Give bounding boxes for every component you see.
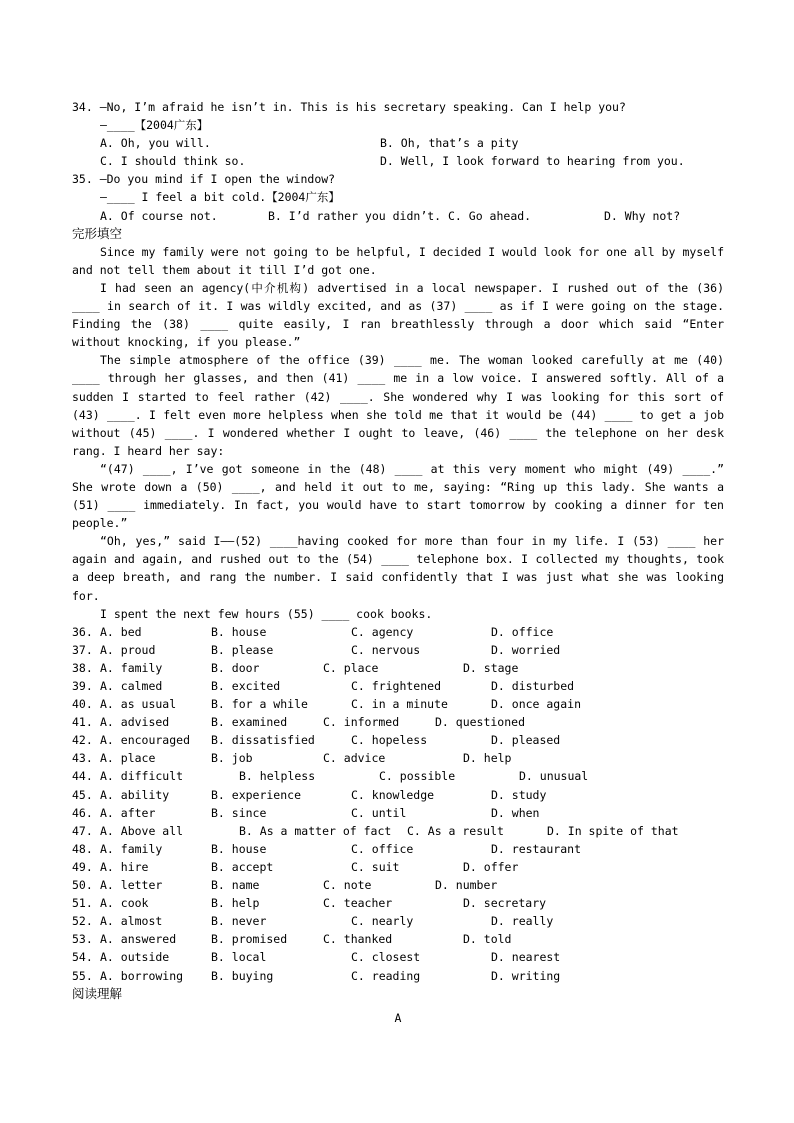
option-row-50 [72,876,724,894]
option-c: C. agency [351,624,414,639]
question-34-options-row1 [72,134,724,152]
option-number: 45. [72,787,93,802]
option-a: A. family [100,841,163,856]
option-row-55 [72,967,724,985]
option-row-52 [72,912,724,930]
option-c: C. thanked [323,932,393,947]
option-number: 51. [72,896,93,911]
option-b: B. examined [211,715,288,730]
option-number: 38. [72,660,93,675]
option-row-44 [72,767,724,785]
option-d: D. unusual [519,769,589,784]
exam-page [72,98,724,1027]
option-number: 44. [72,769,93,784]
option-d: D. secretary [463,896,547,911]
option-d: D. nearest [491,950,561,965]
option-d: D. when [491,805,540,820]
option-b: B. helpless [239,769,316,784]
option-d: D. pleased [491,733,561,748]
option-a: A. advised [100,715,170,730]
option-a: A. letter [100,878,163,893]
option-a: A. place [100,751,156,766]
option-row-40 [72,695,724,713]
option-c: C. nervous [351,642,421,657]
option-row-54 [72,948,724,966]
option-row-38 [72,659,724,677]
option-a: A. borrowing [100,968,184,983]
option-d: D. questioned [435,715,526,730]
option-b: B. help [211,896,260,911]
option-b: B. door [211,660,260,675]
option-c: C. possible [379,769,456,784]
option-number: 52. [72,914,93,929]
option-d: D. help [463,751,512,766]
cloze-heading: 完形填空 [72,225,123,241]
question-34-options-row2 [72,152,724,170]
option-b: B. excited [211,679,281,693]
option-number: 50. [72,878,93,893]
option-b: B. house [211,841,267,856]
option-a: A. family [100,660,163,675]
option-d: D. Why not? [604,208,681,223]
option-b: B. job [211,751,253,766]
section-label-a: A [394,1010,402,1025]
passage-paragraph: The simple atmosphere of the office (39) ____ me. The woman looked carefully at me (40) ____ through her glasses, and then (41) ____ me in a low voice. I answered softly. All of a sudden I started to feel rather (42) ____. She wondered why I was looking for this sort of (43) ____. I felt even more helpless when she told me that it would be (44) ____ to get a job without (45) ____. I wondered whether I ought to leave, (46) ____ the telephone on her desk rang. I heard her say: [72,353,724,458]
option-row-36 [72,623,724,641]
option-number: 42. [72,733,93,748]
option-row-37 [72,641,724,659]
option-d: D. number [435,878,498,893]
option-row-51 [72,894,724,912]
option-b: B. name [211,878,260,893]
option-a: A. as usual [100,697,177,712]
option-d: D. study [491,787,547,802]
option-row-49 [72,858,724,876]
option-number: 39. [72,679,93,693]
option-a: A. bed [100,624,142,639]
passage-paragraph: I had seen an agency(中介机构) advertised in a local newspaper. I rushed out of the (36) ____ in search of it. I was wildly excited, and as (37) ____ as if I were going on the stage. Finding the (38) ____ quite easily, I ran breathlessly through a door which said “Enter without knocking, if you please.” [72,280,724,350]
option-d: D. really [491,914,554,929]
option-c: C. informed [323,715,400,730]
option-c: C. advice [323,751,386,766]
option-c: C. until [351,805,407,820]
option-b: B. I’d rather you didn’t. C. Go ahead. [268,208,532,223]
option-c: C. hopeless [351,733,428,748]
option-c: C. closest [351,950,421,965]
option-number: 48. [72,841,93,856]
option-number: 49. [72,859,93,874]
passage-paragraph: “(47) ____, I’ve got someone in the (48) ____ at this very moment who might (49) ____.” She wrote down a (50) ____, and held it out to me, saying: “Ring up this lady. She wants a (51) ____ immediately. In fact, you would have to start tomorrow by cooking a dinner for ten people.” [72,461,724,531]
option-b: B. Oh, that’s a pity [380,136,519,151]
option-d: D. Well, I look forward to hearing from you. [380,154,685,169]
option-number: 46. [72,805,93,820]
option-d: D. disturbed [491,679,575,693]
option-row-43 [72,749,724,767]
option-row-39 [72,677,724,695]
option-a: A. outside [100,950,170,965]
option-c: C. teacher [323,896,393,911]
option-row-46 [72,804,724,822]
option-d: D. stage [463,660,519,675]
option-number: 47. [72,823,93,838]
option-number: 54. [72,950,93,965]
reading-heading: 阅读理解 [72,985,123,1001]
option-a: A. ability [100,787,170,802]
option-a: A. difficult [100,769,184,784]
option-c: C. As a result [407,823,504,838]
option-row-42 [72,731,724,749]
option-row-45 [72,786,724,804]
option-row-53 [72,930,724,948]
option-row-41 [72,713,724,731]
option-c: C. in a minute [351,697,448,712]
option-a: A. cook [100,896,149,911]
option-d: D. told [463,932,512,947]
option-c: C. I should think so. [100,154,246,169]
option-a: A. Of course not. [100,208,218,223]
option-a: A. encouraged [100,733,191,748]
passage-paragraph: “Oh, yes,” said I——(52) ____having cooked for more than four in my life. I (53) ____ her again and again, and rushed out to the (54) ____ telephone box. I collected my thoughts, took a deep breath, and rang the number. I said confidently that I was just what she was looking for. [72,534,724,603]
option-number: 40. [72,697,93,712]
option-a: A. Oh, you will. [100,136,211,151]
passage-paragraph: I spent the next few hours (55) ____ cook books. [100,606,433,621]
option-b: B. local [211,950,267,965]
option-c: C. reading [351,968,421,983]
cloze-options-list [72,623,724,985]
option-number: 53. [72,932,93,947]
question-34-blank: —____【2004广东】 [100,118,209,133]
option-a: A. answered [100,932,177,947]
option-number: 55. [72,968,93,983]
option-d: D. offer [463,859,519,874]
option-b: B. buying [211,968,274,983]
option-d: D. worried [491,642,561,657]
option-b: B. house [211,624,267,639]
option-row-47 [72,822,724,840]
option-a: A. after [100,805,156,820]
option-b: B. accept [211,859,274,874]
question-34-stem: 34. —No, I’m afraid he isn’t in. This is his secretary speaking. Can I help you? [72,100,626,114]
option-number: 37. [72,642,93,657]
option-a: A. proud [100,642,156,657]
option-row-48 [72,840,724,858]
option-c: C. knowledge [351,787,435,802]
question-35-stem: 35. —Do you mind if I open the window? [72,172,336,187]
option-b: B. promised [211,932,288,947]
option-b: B. since [211,805,267,820]
question-35-blank: —____ I feel a bit cold.【2004广东】 [100,190,340,205]
option-b: B. experience [211,787,302,802]
option-a: A. Above all [100,823,184,838]
option-b: B. never [211,914,267,929]
option-number: 41. [72,715,93,730]
option-c: C. suit [351,859,400,874]
option-d: D. writing [491,968,561,983]
option-number: 43. [72,751,93,766]
option-c: C. frightened [351,679,442,693]
option-c: C. place [323,660,379,675]
option-b: B. please [211,642,274,657]
option-b: B. As a matter of fact [239,823,392,838]
option-a: A. almost [100,914,163,929]
option-d: D. once again [491,697,582,712]
option-c: C. note [323,878,372,893]
option-d: D. restaurant [491,841,582,856]
option-c: C. office [351,841,414,856]
option-c: C. nearly [351,914,414,929]
option-a: A. calmed [100,679,163,693]
option-number: 36. [72,624,93,639]
passage-paragraph: Since my family were not going to be helpful, I decided I would look for one all by myself and not tell them about it till I’d got one. [72,244,724,277]
option-d: D. office [491,624,554,639]
option-b: B. for a while [211,697,308,712]
option-b: B. dissatisfied [211,733,315,748]
option-a: A. hire [100,859,149,874]
question-35-options [72,207,724,225]
option-d: D. In spite of that [547,823,679,838]
